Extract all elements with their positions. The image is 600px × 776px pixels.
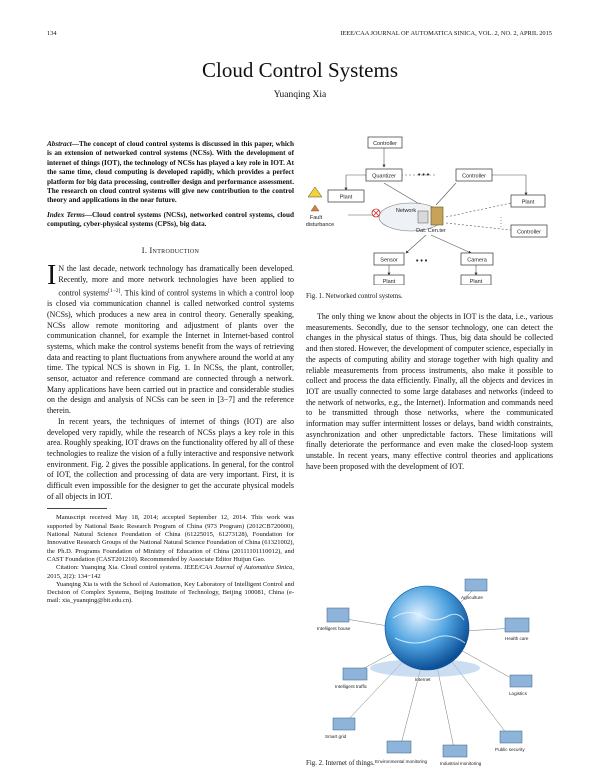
page-number: 134	[47, 30, 57, 37]
citation-journal: IEEE/CAA Journal of Automatica Sinica	[184, 564, 293, 572]
index-terms-text: —Cloud control systems (NCSs), networked control systems, cloud computing, cyber-physical systems (CPSs), big data.	[47, 210, 294, 229]
fig1-label-camera: Camera	[467, 257, 487, 264]
fig2-label-industrial: Industrial monitoring	[440, 761, 482, 766]
section-heading	[47, 246, 294, 257]
intro-paragraph-1	[47, 260, 294, 416]
fig1-label-plant-left: Plant	[339, 194, 353, 201]
fig2-label-agriculture: Agriculture	[461, 595, 483, 600]
fig1-label-quantizer: Quantizer	[372, 173, 396, 180]
citation-prefix: Citation: Yuanqing Xia. Cloud control systems.	[56, 564, 185, 572]
abstract-label: Abstract	[47, 140, 72, 148]
figure-2-caption: Fig. 2. Internet of things.	[306, 760, 375, 767]
right-column	[306, 312, 553, 473]
intro-paragraph-1-start: IN the last decade, network technology has dramatically been developed. Recently, more and more network technologies have been applied to control systems	[47, 260, 294, 298]
fig2-label-public-security: Public security	[495, 747, 525, 752]
intro-paragraph-3: The only thing we know about the objects in IOT is the data, i.e., various measurements. Secondly, due to the sensor technology, one can detect the changes in the physical status of things. Thus, big data should be collected and then stored. However, the development of computer science, especially in the aspects of computing ability and storage together with high quality and reliable measurements from process instruments, also make it possible to collect and process the data efficiently. Finally, all the objects and devices in IOT are usually connected to some large databases and networks (indeed to the network of networks, e.g., the Internet). Information and commands need to be transmitted through those networks, where the communicated information may suffer intermittent losses or delays, band width constraints, asynchronization and other unpredictable factors. These limitations will finally deteriorate the performance and even make the closed-loop system unstable. In recent years, many effective control theories and applications have been proposed with the development of IOT.	[306, 312, 553, 471]
fig2-label-intelligent-house: Intelligent house	[317, 626, 351, 631]
fig1-label-plant-bottom-left: Plant	[382, 279, 396, 285]
fig1-label-sensor: Sensor	[380, 257, 398, 264]
fig1-label-controller-right: Controller	[462, 173, 486, 180]
abstract	[47, 140, 294, 206]
fig2-label-environmental: Environmental monitoring	[375, 759, 428, 764]
fig2-label-intelligent-traffic: Intelligent traffic	[335, 684, 368, 689]
section-numeral: I.	[141, 245, 148, 255]
fig1-label-fault: Fault	[309, 215, 323, 221]
fig1-label-plant-right: Plant	[521, 199, 535, 206]
fig1-dots-top: • • •	[418, 172, 430, 179]
figure-1-networked-control-systems	[306, 135, 556, 285]
figure-1-caption: Fig. 1. Networked control systems.	[306, 293, 403, 300]
fig1-label-plant-bottom-right: Plant	[469, 279, 483, 285]
citation-suffix: , 2015, 2(2): 134−142	[47, 564, 294, 580]
footnote-rule	[47, 508, 107, 509]
intro-paragraph-1-end: . This kind of control systems in which a control loop is closed via communication channel is called networked control systems (NCSs), which produces a new area in control theory. Generally speaking, NCSs allow remote monitoring and adjustment of plants over the communication channel, for example the Internet in Internet-based control systems, which make the control systems benefit from the ways of retrieving data and reacting to plant fluctuations from anywhere around the world at any time. The typical NCS is shown in Fig. 1. In NCSs, the plant, controller, sensor, actuator and reference command are connected through a network. Many applications have been carried out in practice and considerable studies on the design and analysis of NCSs can be seen in [3−7] and the reference therein.	[47, 288, 294, 416]
footnote-affiliation: Yuanqing Xia is with the School of Automation, Key Laboratory of Intelligent Control and Decision of Complex Systems, Beijing Institute of Technology, Beijing 100081, China (e-mail: xia_yuanqing@bit.edu.cn).	[47, 580, 294, 605]
citation-ref: [1−2]	[108, 287, 121, 294]
fig2-label-logistics: Logistics	[509, 691, 527, 696]
paper-author: Yuanqing Xia	[273, 90, 327, 100]
footnote-citation	[47, 564, 294, 581]
fig1-label-data-center: Dat. Cen.ter	[416, 228, 446, 234]
fig1-label-network: Network	[395, 208, 417, 214]
footnote-received: Manuscript received May 18, 2014; accepted September 12, 2014. This work was supported by National Basic Research Program of China (973 Program) (2012CB720000), National Natural Science Foundation of China (61225015, 61273128), Foundation for Innovative Research Groups of the National Natural Science Foundation of China (61321002), the Ph.D. Programs Foundation of Ministry of Education of China (20111101110012), and CAST Foundation (CAST201210). Recommended by Associate Editor Huijun Gao.	[47, 514, 294, 563]
index-terms-label: Index Terms	[47, 210, 85, 219]
abstract-text: —The concept of cloud control systems is discussed in this paper, which is an extension of networked control systems (NCSs). With the development of internet of things (IOT), the technology of NCSs has played a key role in IOT. At the same time, cloud computing is developed rapidly, which provides a perfect platform for big data processing, controller design and performance assessment. The research on cloud control systems will give new contribution to the control theory and applications in the near future.	[47, 140, 294, 205]
fig2-label-smart-grid: Smart grid	[325, 734, 347, 739]
figure-2-internet-of-things	[315, 573, 545, 769]
index-terms	[47, 211, 294, 230]
intro-paragraph-2: In recent years, the techniques of internet of things (IOT) are also developed very rapidly, while the research of NCSs plays a key role in this area. Roughly speaking, IOT draws on the functionality offered by all of these technologies to realize the vision of a fully interactive and responsive network environment. Fig. 2 gives the possible applications. In general, for the control of IOT, the collection and processing of data are very important. First, it is difficult even impossible for the designer to get the accurate physical models of all objects in IOT.	[47, 416, 294, 501]
fig2-label-internet: Internet	[415, 677, 431, 682]
fig1-dots-bottom: • • •	[416, 258, 428, 265]
section-title: Introduction	[149, 245, 200, 255]
journal-header: IEEE/CAA JOURNAL OF AUTOMATICA SINICA, VOL. 2, NO. 2, APRIL 2015	[340, 30, 552, 37]
fig1-label-controller-top: Controller	[373, 141, 397, 147]
footnote	[47, 508, 294, 605]
left-column	[47, 140, 294, 606]
paper-title: Cloud Control Systems	[201, 58, 399, 82]
fig2-label-health: Health care	[505, 636, 529, 641]
fig1-label-disturbance: disturbance	[306, 222, 335, 228]
fig1-label-controller-mid: Controller	[517, 229, 541, 236]
